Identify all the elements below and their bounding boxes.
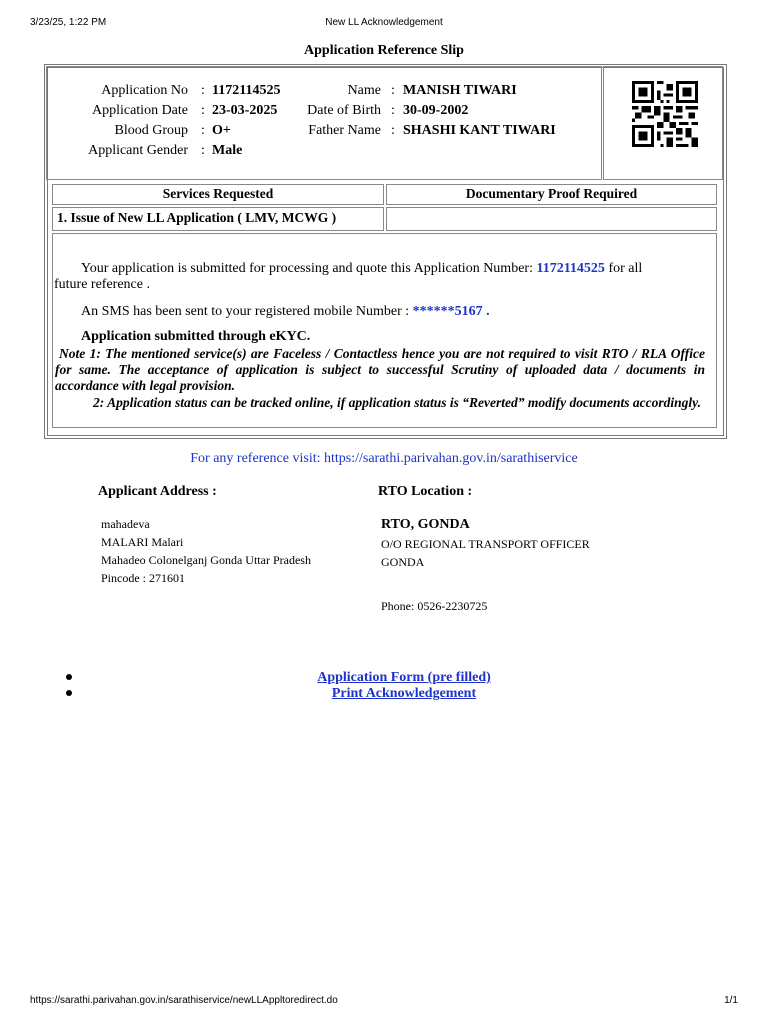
address-line: Mahadeo Colonelganj Gonda Uttar Pradesh (101, 553, 311, 567)
services-requested-header: Services Requested (52, 184, 384, 205)
print-header (30, 17, 738, 31)
application-form-link[interactable]: Application Form (pre filled) (317, 670, 491, 685)
print-url: https://sarathi.parivahan.gov.in/sarathiservice/newLLAppltoredirect.do (30, 995, 338, 1006)
dob-value: 30-09-2002 (403, 103, 469, 118)
list-item (60, 686, 748, 702)
application-number-highlight: 1172114525 (536, 261, 605, 276)
address-pincode: Pincode : 271601 (101, 571, 185, 585)
name-value: MANISH TIWARI (403, 83, 517, 98)
father-name-value: SHASHI KANT TIWARI (403, 123, 556, 138)
submission-message-2: future reference . (54, 277, 150, 292)
print-acknowledgement-link[interactable]: Print Acknowledgement (331, 686, 477, 701)
rto-office: O/O REGIONAL TRANSPORT OFFICER (381, 537, 590, 551)
colon: : (201, 83, 205, 98)
blood-group-label: Blood Group (114, 123, 188, 138)
qr-code-box (603, 66, 723, 180)
colon: : (391, 103, 395, 118)
info-row (47, 143, 599, 161)
dob-label: Date of Birth (307, 103, 381, 118)
rto-name: RTO, GONDA (381, 517, 470, 532)
father-name-label: Father Name (308, 123, 381, 138)
colon: : (201, 103, 205, 118)
gender-label: Applicant Gender (88, 143, 188, 158)
blood-group-value: O+ (212, 123, 231, 138)
name-label: Name (347, 83, 381, 98)
page-title: Application Reference Slip (304, 43, 464, 58)
info-row (47, 83, 599, 101)
colon: : (201, 143, 205, 158)
application-no-label: Application No (101, 83, 188, 98)
applicant-info-box (46, 66, 602, 180)
address-line: MALARI Malari (101, 535, 184, 549)
note-1: Note 1: The mentioned service(s) are Faceless / Contactless hence you are not required to visit RTO / RLA Office for same. The acceptance of application is subject to successful Scrutiny of uploaded data / documents in accordance with legal provision. (55, 346, 705, 393)
print-footer (30, 995, 738, 1009)
application-no-value: 1172114525 (212, 83, 281, 98)
applicant-address-heading: Applicant Address : (98, 484, 217, 499)
rto-phone: Phone: 0526-2230725 (381, 599, 488, 613)
message-box (52, 233, 717, 428)
note-2: 2: Application status can be tracked online, if application status is “Reverted” modify documents accordingly. (93, 395, 701, 410)
info-row (47, 103, 599, 121)
submission-text-suffix: for all (608, 261, 643, 276)
sms-message (81, 304, 711, 320)
ekyc-message: Application submitted through eKYC. (81, 329, 311, 344)
mobile-number: ******5167 (412, 304, 483, 319)
list-item (60, 670, 748, 686)
colon: : (391, 83, 395, 98)
proof-cell (386, 207, 717, 231)
service-cell: 1. Issue of New LL Application ( LMV, MCWG ) (52, 207, 384, 231)
sms-text: An SMS has been sent to your registered mobile Number : (81, 304, 410, 319)
rto-location-heading: RTO Location : (378, 484, 473, 499)
reference-visit-text: For any reference visit: https://sarathi.parivahan.gov.in/sarathiservice (190, 451, 578, 466)
documentary-proof-header: Documentary Proof Required (386, 184, 717, 205)
address-line: mahadeva (101, 517, 150, 531)
rto-city: GONDA (381, 555, 425, 569)
sms-period: . (486, 304, 490, 319)
print-page-number: 1/1 (724, 995, 738, 1006)
colon: : (201, 123, 205, 138)
info-row (47, 123, 599, 141)
colon: : (391, 123, 395, 138)
application-date-value: 23-03-2025 (212, 103, 278, 118)
submission-message (81, 261, 711, 277)
print-page-title: New LL Acknowledgement (325, 17, 443, 28)
qr-code-icon (630, 81, 700, 147)
gender-value: Male (212, 143, 243, 158)
submission-text: Your application is submitted for processing and quote this Application Number: (81, 261, 533, 276)
print-datetime: 3/23/25, 1:22 PM (30, 17, 107, 28)
application-date-label: Application Date (91, 103, 188, 118)
